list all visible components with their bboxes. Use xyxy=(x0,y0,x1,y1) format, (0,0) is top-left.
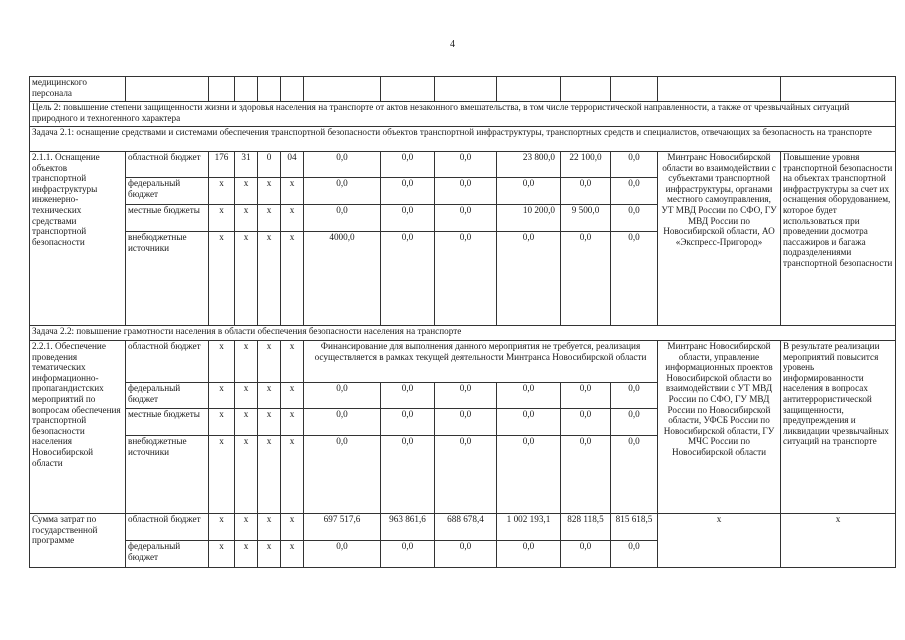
table-row: 2.2.1. Обеспечение проведения тематических информационно-пропагандистских мероприятий по вопросам обеспечения транспортной безопасности населения Новосибирской области областной бюджет х х х х Финансирование для выполнения данного мероприятия не требуется, реализация осуществляется в рамках текущей деятельности Минтранса Новосибирской области Минтранс Новосибирской области, управление информационных проектов Новосибирской области во взаимодействии с УТ МВД России по СФО, ГУ МВД России по Новосибирской области, УФСБ России по Новосибирской области, ГУ МЧС России по Новосибирской области В результате реализации мероприятий повысится уровень информированности населения в вопросах антитеррористической защищенности, предупреждения и ликвидации чрезвычайных ситуаций на транспорте xyxy=(30,341,896,383)
task-2-1: Задача 2.1: оснащение средствами и системами обеспечения транспортной безопасности объектов транспортной инфраструктуры, транспортных средств и специалистов, отвечающих за безопасность на транспорте xyxy=(30,127,896,152)
table-row xyxy=(30,77,896,102)
table-row: федеральный бюджет х х х х 0,0 0,0 0,0 0,0 0,0 0,0 xyxy=(30,178,896,205)
executor: х xyxy=(658,514,781,568)
funding-source: местные бюджеты xyxy=(126,205,209,232)
funding-source: областной бюджет xyxy=(126,152,209,178)
table-row: внебюджетные источники х х х х 0,0 0,0 0,0 0,0 0,0 0,0 xyxy=(30,436,896,514)
page-number: 4 xyxy=(450,39,455,50)
table-row: Сумма затрат по государственной программе областной бюджет х х х х 697 517,6 963 861,6 688 678,4 1 002 193,1 828 118,5 815 618,5 х х xyxy=(30,514,896,541)
expected-result: В результате реализации мероприятий повысится уровень информированности населения в вопросах антитеррористической защищенности, предупреждения и ликвидации чрезвычайных ситуаций на транспорте xyxy=(781,341,896,514)
executor: Минтранс Новосибирской области во взаимодействии с субъектами транспортной инфраструктуры, органами местного самоуправления, УТ МВД России по СФО, ГУ МВД России по Новосибирской области, АО «Экспресс-Пригород» xyxy=(658,152,781,326)
row-name: медицинского персонала xyxy=(30,77,126,102)
table-row: местные бюджеты х х х х 0,0 0,0 0,0 0,0 0,0 0,0 xyxy=(30,409,896,436)
measure-name: 2.1.1. Оснащение объектов транспортной инфраструктуры инженерно-технических средствами транспортной безопасности xyxy=(30,152,126,326)
task-row xyxy=(30,326,896,341)
task-row xyxy=(30,127,896,152)
table-row: федеральный бюджет х х х х 0,0 0,0 0,0 0,0 0,0 0,0 xyxy=(30,383,896,409)
table-row: местные бюджеты х х х х 0,0 0,0 0,0 10 200,0 9 500,0 0,0 xyxy=(30,205,896,232)
table-row: федеральный бюджет х х х х 0,0 0,0 0,0 0,0 0,0 0,0 xyxy=(30,541,896,568)
funding-note: Финансирование для выполнения данного мероприятия не требуется, реализация осуществляется в рамках текущей деятельности Минтранса Новосибирской области xyxy=(304,341,658,383)
funding-source: федеральный бюджет xyxy=(126,178,209,205)
funding-source: областной бюджет xyxy=(126,514,209,541)
task-2-2: Задача 2.2: повышение грамотности населения в области обеспечения безопасности населения на транспорте xyxy=(30,326,896,341)
executor: Минтранс Новосибирской области, управление информационных проектов Новосибирской области во взаимодействии с УТ МВД России по СФО, ГУ МВД России по Новосибирской области, УФСБ России по Новосибирской области, ГУ МЧС России по Новосибирской области xyxy=(658,341,781,514)
measure-name: 2.2.1. Обеспечение проведения тематических информационно-пропагандистских мероприятий по вопросам обеспечения транспортной безопасности населения Новосибирской области xyxy=(30,341,126,514)
expected-result: Повышение уровня транспортной безопасности на объектах транспортной инфраструктуры за счет их оснащения оборудованием, которое будет использоваться при проведении досмотра пассажиров и багажа подразделениями транспортной безопасности xyxy=(781,152,896,326)
funding-source: внебюджетные источники xyxy=(126,232,209,326)
table-row: внебюджетные источники х х х х 4000,0 0,0 0,0 0,0 0,0 0,0 xyxy=(30,232,896,326)
program-table xyxy=(29,76,896,568)
funding-source: федеральный бюджет xyxy=(126,383,209,409)
funding-source: местные бюджеты xyxy=(126,409,209,436)
expected-result: х xyxy=(781,514,896,568)
table-row: 2.1.1. Оснащение объектов транспортной инфраструктуры инженерно-технических средствами транспортной безопасности областной бюджет 176 31 0 04 0,0 0,0 0,0 23 800,0 22 100,0 0,0 Минтранс Новосибирской области во взаимодействии с субъектами транспортной инфраструктуры, органами местного самоуправления, УТ МВД России по СФО, ГУ МВД России по Новосибирской области, АО «Экспресс-Пригород» Повышение уровня транспортной безопасности на объектах транспортной инфраструктуры за счет их оснащения оборудованием, которое будет использоваться при проведении досмотра пассажиров и багажа подразделениями транспортной безопасности xyxy=(30,152,896,178)
total-name: Сумма затрат по государственной программе xyxy=(30,514,126,568)
funding-source: областной бюджет xyxy=(126,341,209,383)
goal-row xyxy=(30,102,896,127)
funding-source: федеральный бюджет xyxy=(126,541,209,568)
funding-source: внебюджетные источники xyxy=(126,436,209,514)
goal-2: Цель 2: повышение степени защищенности жизни и здоровья населения на транспорте от актов незаконного вмешательства, в том числе террористической направленности, а также от чрезвычайных ситуаций природного и техногенного характера xyxy=(30,102,896,127)
